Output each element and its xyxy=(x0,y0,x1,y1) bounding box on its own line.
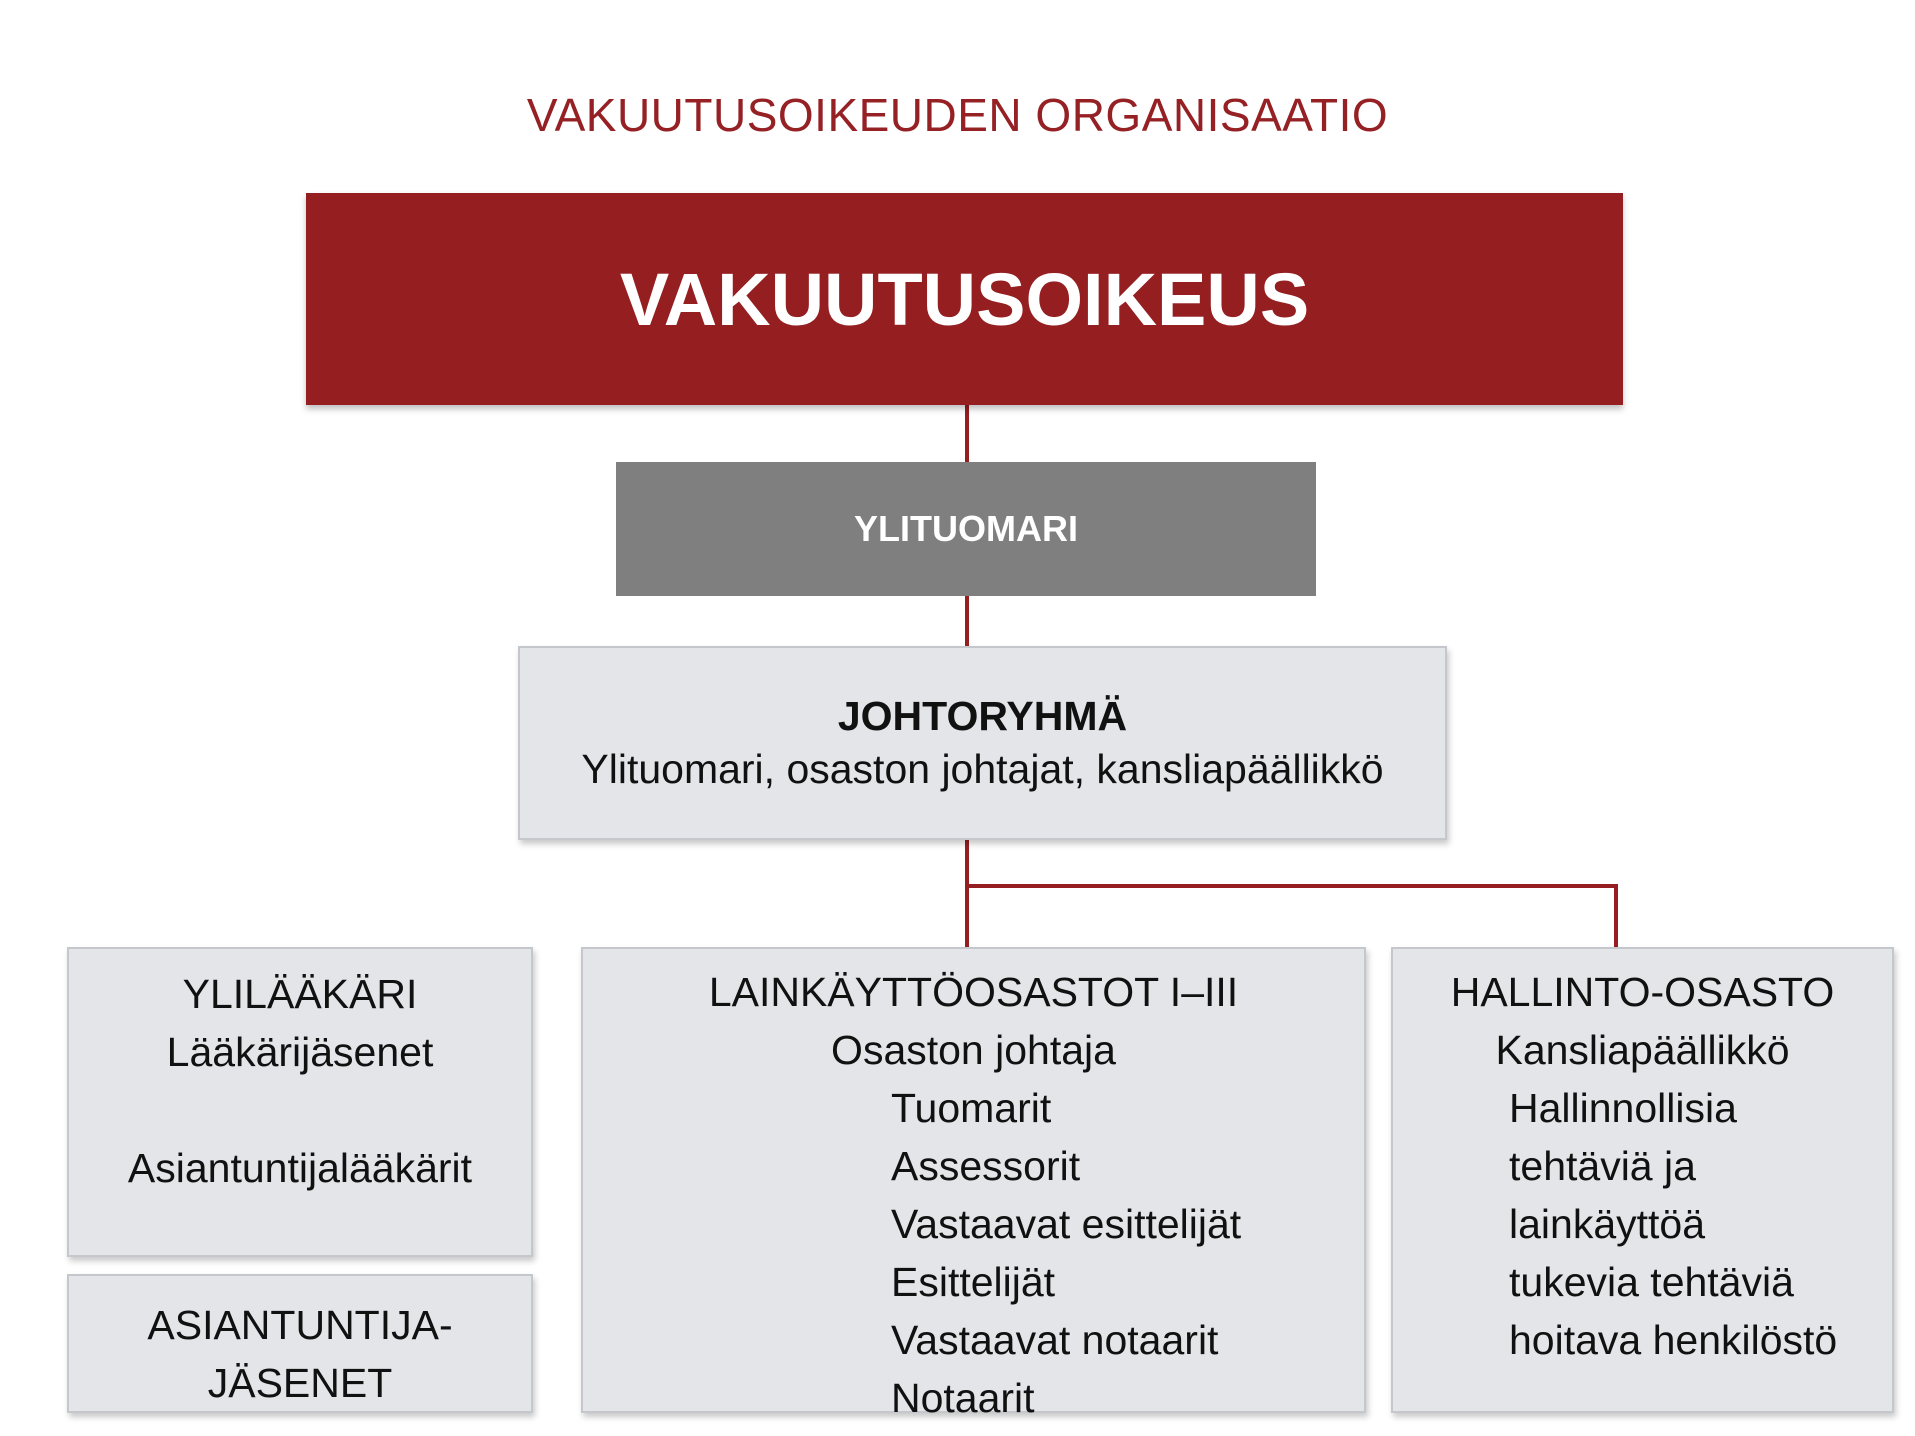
list-item: Vastaavat esittelijät xyxy=(891,1201,1242,1247)
org-node-line: JÄSENET xyxy=(207,1360,393,1406)
list-item: Tuomarit xyxy=(891,1085,1052,1131)
list-item: Hallinnollisia xyxy=(1509,1085,1737,1131)
list-item: Notaarit xyxy=(891,1375,1035,1421)
list-item: hoitava henkilöstö xyxy=(1509,1317,1838,1363)
list-item: tukevia tehtäviä xyxy=(1509,1259,1794,1305)
org-node-lainkayttoosastot xyxy=(581,947,1366,1421)
list-item: Vastaavat notaarit xyxy=(891,1317,1219,1363)
org-node-hallinto-osasto xyxy=(1391,947,1894,1413)
org-node-title: HALLINTO-OSASTO xyxy=(1450,969,1835,1015)
org-node-ylilaakari xyxy=(67,947,533,1257)
page-title: VAKUUTUSOIKEUDEN ORGANISAATIO xyxy=(526,89,1389,141)
org-node-title: YLILÄÄKÄRI xyxy=(182,971,418,1017)
org-node-lead: Kansliapäällikkö xyxy=(1495,1027,1790,1073)
org-node-ylituomari xyxy=(616,462,1316,596)
list-item: tehtäviä ja xyxy=(1509,1143,1696,1189)
org-node-lead: Osaston johtaja xyxy=(831,1027,1116,1073)
list-item: lainkäyttöä xyxy=(1509,1201,1706,1247)
org-node-title: JOHTORYHMÄ xyxy=(837,693,1128,739)
description-list xyxy=(1393,1079,1892,1369)
connector-head-management xyxy=(965,596,969,646)
list-item: Assessorit xyxy=(891,1143,1081,1189)
org-node-label: YLITUOMARI xyxy=(854,508,1078,549)
org-node-title: LAINKÄYTTÖOSASTOT I–III xyxy=(708,969,1239,1015)
org-node-johtoryhma xyxy=(518,646,1447,840)
org-node-vakuutusoikeus xyxy=(306,193,1623,405)
org-node-line: Lääkärijäsenet xyxy=(166,1029,434,1075)
staff-list xyxy=(583,1079,1364,1427)
org-node-line: ASIANTUNTIJA- xyxy=(147,1302,453,1348)
org-node-members: Ylituomari, osaston johtajat, kansliapäällikkö xyxy=(581,746,1384,792)
connector-branch-horizontal xyxy=(965,884,1618,888)
connector-management-down xyxy=(965,840,969,947)
list-item: Esittelijät xyxy=(891,1259,1056,1305)
org-node-asiantuntijajasenet xyxy=(67,1274,533,1413)
org-node-label: VAKUUTUSOIKEUS xyxy=(619,257,1310,341)
connector-branch-hallinto xyxy=(1614,884,1618,947)
connector-top-head xyxy=(965,405,969,462)
org-node-line: Asiantuntijalääkärit xyxy=(127,1145,473,1191)
